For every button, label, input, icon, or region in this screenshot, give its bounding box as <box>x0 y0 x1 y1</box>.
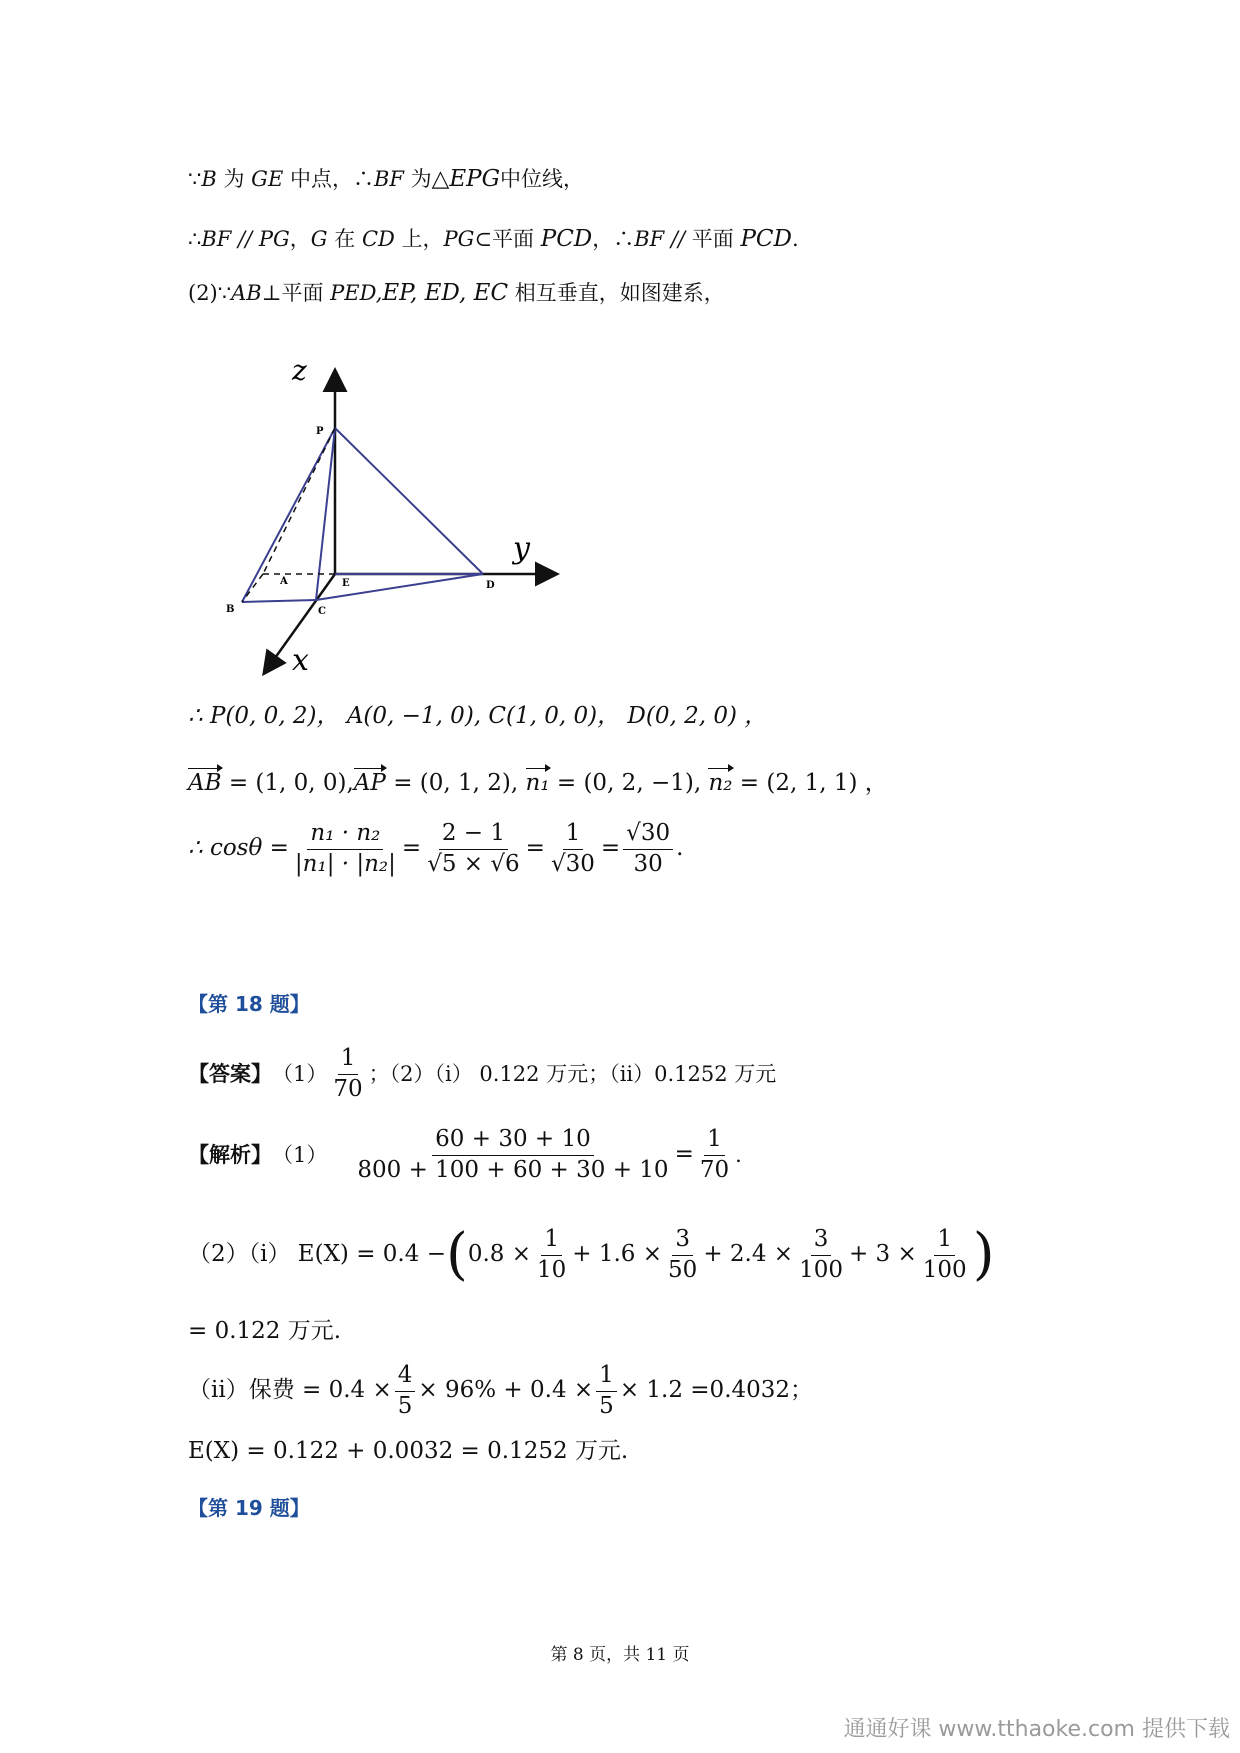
math-var: AB <box>231 281 262 305</box>
fraction <box>395 1362 416 1420</box>
edge-BC <box>242 600 316 602</box>
denominator: 5 <box>397 1392 413 1419</box>
fraction <box>665 1226 700 1284</box>
analysis-line <box>188 1126 742 1184</box>
text: 中位线， <box>500 167 584 191</box>
vector-n2-value: = (2, 1, 1) ， <box>732 770 888 796</box>
fraction <box>534 1226 569 1284</box>
answer-fraction <box>330 1045 365 1103</box>
watermark: 通通好课 www.tthaoke.com 提供下载 <box>843 1717 1230 1742</box>
cos-line <box>188 820 683 878</box>
numerator: 3 <box>672 1226 693 1256</box>
numerator: √30 <box>623 820 673 850</box>
numerator: 1 <box>704 1126 725 1156</box>
math-var: PED, <box>330 281 383 305</box>
denominator: 5 <box>599 1392 614 1419</box>
equals: = <box>401 835 422 862</box>
fraction <box>920 1226 970 1284</box>
denominator: 50 <box>668 1256 698 1283</box>
vector-n2: n₂ <box>708 766 732 798</box>
right-paren: ) <box>972 1222 995 1288</box>
term: × 1.2 =0.4032； <box>619 1377 814 1404</box>
coordinates-line <box>188 703 767 731</box>
analysis-fraction <box>354 1126 671 1184</box>
therefore-symbol: ∴ <box>188 227 202 251</box>
numerator: 4 <box>395 1362 416 1392</box>
vector-AB-value: = (1, 0, 0), <box>221 770 354 796</box>
expectation-final: E(X) = 0.122 + 0.0032 = 0.1252 万元. <box>188 1438 629 1464</box>
equals: = <box>674 1141 694 1168</box>
premium-line <box>188 1362 813 1420</box>
numerator: 1 <box>934 1226 955 1256</box>
analysis-label: 【解析】 <box>188 1142 272 1167</box>
vector-n1-value: = (0, 2, −1), <box>549 770 709 796</box>
text: ， <box>289 227 311 251</box>
text: 中点，∴ <box>283 167 374 191</box>
label-C: C <box>318 606 326 617</box>
answer-label: 【答案】 <box>188 1061 272 1086</box>
text: 在 <box>327 227 362 251</box>
text-line-1 <box>188 166 584 194</box>
part-1: （1） <box>272 1142 328 1167</box>
text: . <box>791 227 799 251</box>
denominator: √5 × √6 <box>427 850 520 877</box>
numerator: n₁ · n₂ <box>307 820 383 850</box>
denominator: 100 <box>799 1256 843 1283</box>
denominator: 30 <box>633 850 663 877</box>
numerator: 1 <box>563 820 584 850</box>
expectation-line <box>188 1222 995 1288</box>
numerator: 1 <box>338 1045 359 1075</box>
equals: = <box>525 835 545 862</box>
text: ，∴ <box>592 227 635 251</box>
expectation-result: = 0.122 万元. <box>188 1318 342 1344</box>
vectors-line <box>188 766 888 798</box>
label-D: D <box>486 580 495 591</box>
text: 为 <box>216 167 252 191</box>
answer-line <box>188 1045 776 1103</box>
math-var: B <box>201 167 217 191</box>
text: ⊥平面 <box>261 281 331 305</box>
denominator: 100 <box>922 1256 967 1283</box>
denominator: 70 <box>699 1156 730 1183</box>
term: × 96% + 0.4 × <box>418 1377 594 1404</box>
label-P: P <box>316 426 324 437</box>
vector-AP: AP <box>354 766 386 798</box>
cos-fraction-1 <box>292 820 399 878</box>
cos-fraction-4 <box>623 820 673 878</box>
numerator: 3 <box>811 1226 832 1256</box>
math-var: PCD <box>740 226 792 252</box>
math-var: PCD <box>540 226 593 252</box>
math-var: BF // <box>634 227 686 251</box>
text: ⊂平面 <box>474 227 541 251</box>
premium-lead: （ii）保费 = 0.4 × <box>188 1377 392 1404</box>
term: + 3 × <box>848 1241 917 1268</box>
text: 上， <box>394 227 444 251</box>
page-footer: 第 8 页，共 11 页 <box>550 1645 690 1665</box>
coordinate-figure <box>220 350 580 680</box>
fraction <box>596 1362 617 1420</box>
cos-fraction-2 <box>424 820 522 878</box>
label-B: B <box>226 604 235 615</box>
math-var: BF <box>373 167 404 191</box>
vector-AB: AB <box>188 766 222 798</box>
period: . <box>735 1142 742 1167</box>
cos-fraction-3 <box>548 820 598 878</box>
fraction <box>796 1226 846 1284</box>
term: + 1.6 × <box>572 1241 663 1268</box>
equals: = <box>600 835 621 862</box>
text-line-3 <box>188 280 725 308</box>
denominator: 10 <box>537 1256 567 1283</box>
math-var: G <box>310 227 328 251</box>
denominator: |n₁| · |n₂| <box>294 850 396 877</box>
part-1: （1） <box>272 1061 328 1086</box>
because-symbol: ∵ <box>188 167 202 191</box>
text: 相互垂直，如图建系， <box>508 281 725 305</box>
denominator: 800 + 100 + 60 + 30 + 10 <box>357 1156 669 1183</box>
numerator: 2 − 1 <box>439 820 508 850</box>
math-var: BF // PG <box>201 227 290 251</box>
numerator: 1 <box>541 1226 562 1256</box>
label-x: x <box>292 643 309 678</box>
math-var: GE <box>251 167 284 191</box>
label-A: A <box>280 576 288 587</box>
period: . <box>676 835 684 862</box>
label-z: z <box>292 354 307 387</box>
cos-lead: ∴ cosθ = <box>188 835 289 862</box>
edge-PA-dashed <box>263 428 335 574</box>
text: 为 <box>403 167 432 191</box>
text: 平面 <box>685 227 741 251</box>
math-var: EP, ED, EC <box>382 280 509 306</box>
text: (2)∵ <box>188 281 232 305</box>
label-E: E <box>342 578 350 589</box>
answer-rest: ；（2）（i） 0.122 万元；（ii）0.1252 万元 <box>368 1061 777 1086</box>
ex-lead: （2）（i） E(X) = 0.4 − <box>188 1241 446 1268</box>
label-y: y <box>513 531 530 566</box>
term: 0.8 × <box>467 1241 531 1268</box>
vector-n1: n₁ <box>526 766 550 798</box>
vector-AP-value: = (0, 1, 2), <box>385 770 526 796</box>
coords-text: ∴ P(0, 0, 2)， A(0, −1, 0), C(1, 0, 0)， D(0, 2, 0) ， <box>188 703 768 729</box>
analysis-result <box>697 1126 732 1184</box>
denominator: 70 <box>333 1075 363 1102</box>
numerator: 1 <box>596 1362 617 1392</box>
edge-PD <box>335 428 483 574</box>
math-var: △EPG <box>431 166 500 192</box>
numerator: 60 + 30 + 10 <box>432 1126 594 1156</box>
text-line-2 <box>188 226 799 254</box>
question-18-heading: 【第 18 题】 <box>188 992 310 1016</box>
math-var: CD <box>361 227 395 251</box>
question-19-heading: 【第 19 题】 <box>188 1496 310 1520</box>
math-var: PG <box>443 227 475 251</box>
left-paren: ( <box>445 1222 468 1288</box>
edge-PB <box>242 428 335 602</box>
denominator: √30 <box>550 850 595 877</box>
term: + 2.4 × <box>703 1241 794 1268</box>
